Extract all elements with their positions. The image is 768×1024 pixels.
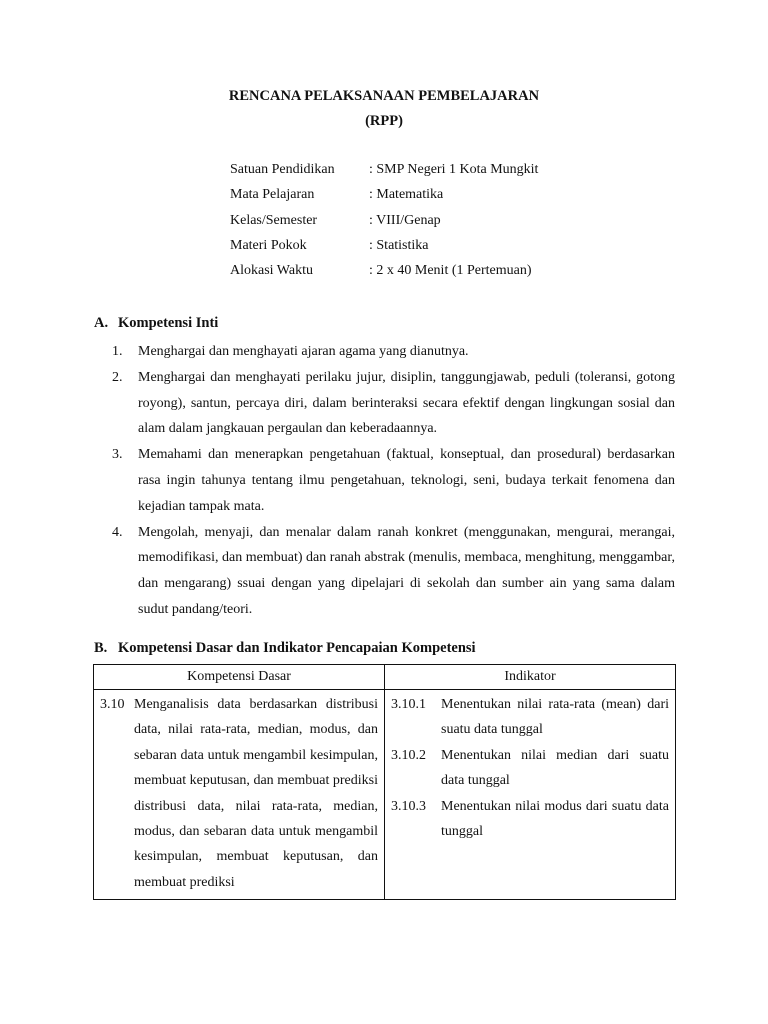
section-a-heading <box>94 315 218 332</box>
meta-value: : SMP Negeri 1 Kota Mungkit <box>369 162 539 177</box>
meta-label: Satuan Pendidikan <box>230 162 335 177</box>
indicator-item <box>385 743 675 794</box>
meta-row <box>230 263 538 288</box>
meta-row <box>230 213 538 238</box>
indicator-code: 3.10.3 <box>391 798 426 814</box>
indicator-code: 3.10.1 <box>391 697 426 712</box>
kd-code: 3.10 <box>100 697 125 712</box>
list-text: Memahami dan menerapkan pengetahuan (faktual, konseptual, dan prosedural) berdasarkan rasa ingin tahunya tentang ilmu pengetahuan, teknologi, seni, budaya terkait fenomena dan kejadian tampak mata. <box>138 447 675 514</box>
kompetensi-inti-list <box>112 339 675 623</box>
list-number: 1. <box>112 344 123 359</box>
indicator-item <box>385 794 675 845</box>
document-title: RENCANA PELAKSANAAN PEMBELAJARAN <box>228 88 540 104</box>
list-item <box>112 520 675 623</box>
indicator-text: Menentukan nilai median dari suatu data tunggal <box>441 747 669 789</box>
indicator-text: Menentukan nilai rata-rata (mean) dari suatu data tunggal <box>441 697 669 738</box>
meta-value: : Statistika <box>369 237 429 253</box>
section-letter: B. <box>94 640 108 656</box>
meta-value: : VIII/Genap <box>369 212 441 228</box>
column-header: Indikator <box>385 665 676 690</box>
list-number: 4. <box>112 524 123 540</box>
section-letter: A. <box>94 315 109 331</box>
indicator-text: Menentukan nilai modus dari suatu data tunggal <box>441 798 669 840</box>
meta-value: : Matematika <box>369 187 444 203</box>
section-title: Kompetensi Dasar dan Indikator Pencapaian Kompetensi <box>118 640 476 656</box>
meta-row <box>230 187 538 212</box>
list-number: 2. <box>112 369 123 385</box>
list-item <box>112 339 675 365</box>
meta-label: Alokasi Waktu <box>230 263 313 279</box>
indicator-code: 3.10.2 <box>391 747 426 763</box>
indicator-item <box>385 692 675 743</box>
list-text: Mengolah, menyaji, dan menalar dalam ranah konkret (menggunakan, mengurai, merangai, memodifikasi, dan membuat) dan ranah abstrak (menulis, membaca, menghitung, menggambar, dan mengarang) ssuai dengan yang dipelajari di sekolah dan sumber ain yang sama dalam sudut pandang/teori. <box>138 524 675 617</box>
meta-label: Materi Pokok <box>230 237 307 253</box>
meta-value: : 2 x 40 Menit (1 Pertemuan) <box>369 263 532 279</box>
meta-row <box>230 162 538 187</box>
column-header: Kompetensi Dasar <box>94 665 385 690</box>
competency-table <box>93 664 676 900</box>
list-text: Menghargai dan menghayati perilaku jujur, disiplin, tanggungjawab, peduli (toleransi, gotong royong), santun, percaya diri, dalam berinteraksi secara efektif dengan lingkungan sosial dan alam dalam jangkauan pergaulan dan keberadaannya. <box>138 369 675 437</box>
indicator-cell <box>385 690 676 900</box>
list-item <box>112 365 675 442</box>
section-title: Kompetensi Inti <box>118 315 219 331</box>
meta-label: Mata Pelajaran <box>230 187 315 203</box>
table-row <box>94 690 676 900</box>
list-item <box>112 442 675 519</box>
list-number: 3. <box>112 447 123 463</box>
kd-text: Menganalisis data berdasarkan distribusi data, nilai rata-rata, median, modus, dan sebaran data untuk mengambil kesimpulan, membuat keputusan, dan membuat prediksi distribusi data, nilai rata-rata, median, modus, dan sebaran data untuk mengambil kesimpulan, membuat keputusan, dan membuat prediksi <box>134 697 378 890</box>
kd-cell <box>94 690 385 900</box>
list-text: Menghargai dan menghayati ajaran agama yang dianutnya. <box>138 344 469 359</box>
table-header-row <box>94 665 676 690</box>
meta-label: Kelas/Semester <box>230 212 318 228</box>
document-subtitle: (RPP) <box>365 113 403 129</box>
identity-block <box>230 162 538 288</box>
meta-row <box>230 238 538 263</box>
section-b-heading <box>94 640 476 657</box>
